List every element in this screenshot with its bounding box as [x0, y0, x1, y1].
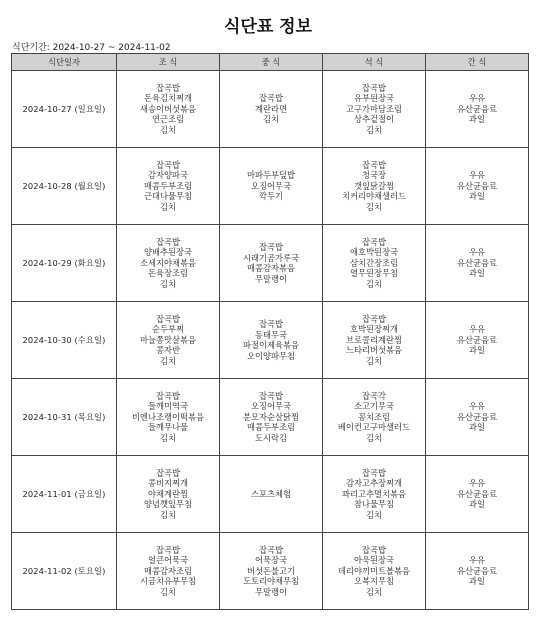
menu-item: 우유 — [468, 247, 486, 258]
menu-item: 무말랭이 — [254, 273, 288, 284]
menu-item: 유산균음료 — [456, 565, 498, 576]
menu-item: 김치 — [262, 114, 280, 125]
dinner-cell — [323, 148, 426, 225]
menu-item: 매콤두부조림 — [143, 180, 193, 191]
menu-item: 잡곡밥 — [258, 544, 284, 555]
menu-item: 돈육김치찌개 — [143, 93, 193, 104]
menu-item: 잡곡밥 — [155, 313, 181, 324]
lunch-cell — [220, 148, 323, 225]
menu-item: 새송이버섯볶음 — [139, 103, 197, 114]
menu-item: 양배추된장국 — [143, 247, 193, 258]
header-dinner: 석 식 — [323, 54, 426, 71]
menu-item: 과일 — [468, 499, 486, 510]
menu-item: 고구가마담조림 — [345, 103, 403, 114]
menu-item: 잡곡밥 — [361, 467, 387, 478]
menu-item: 유부된장국 — [353, 93, 395, 104]
menu-item: 느타리버섯볶음 — [345, 345, 403, 356]
menu-item: 비엔나조랭이떡볶음 — [131, 411, 205, 422]
date-cell: 2024-10-29 (화요일) — [12, 225, 117, 302]
menu-item: 동태무국 — [254, 329, 288, 340]
table-row — [12, 148, 529, 225]
menu-item: 오징어무국 — [250, 401, 292, 412]
menu-item: 김치 — [159, 432, 177, 443]
menu-item: 참나물무침 — [353, 499, 395, 510]
breakfast-cell — [117, 379, 220, 456]
snack-cell — [426, 71, 529, 148]
snack-cell — [426, 533, 529, 610]
menu-item: 김치 — [365, 124, 383, 135]
snack-cell — [426, 456, 529, 533]
menu-item: 오징어무국 — [250, 180, 292, 191]
table-row — [12, 302, 529, 379]
lunch-cell — [220, 71, 323, 148]
menu-item: 잡곡밥 — [155, 390, 181, 401]
table-row — [12, 379, 529, 456]
menu-item: 우유 — [468, 401, 486, 412]
menu-item: 얼큰어묵국 — [147, 555, 189, 566]
menu-item: 콩비지찌개 — [147, 478, 189, 489]
meal-table — [11, 53, 529, 610]
table-row — [12, 533, 529, 610]
menu-item: 과일 — [468, 576, 486, 587]
breakfast-cell — [117, 533, 220, 610]
menu-item: 시래기곰가루국 — [242, 252, 300, 263]
breakfast-cell — [117, 302, 220, 379]
menu-item: 김치 — [159, 201, 177, 212]
date-cell: 2024-10-30 (수요일) — [12, 302, 117, 379]
menu-item: 우유 — [468, 170, 486, 181]
lunch-cell — [220, 379, 323, 456]
menu-item: 도시락김 — [254, 432, 288, 443]
menu-item: 청국장 — [361, 170, 387, 181]
menu-item: 잡곡밥 — [258, 242, 284, 252]
menu-item: 버섯돈불고기 — [246, 565, 296, 576]
date-cell: 2024-10-28 (월요일) — [12, 148, 117, 225]
header-date: 식단일자 — [12, 54, 117, 71]
menu-item: 잡곡밥 — [361, 82, 387, 93]
menu-item: 과일 — [468, 191, 486, 202]
menu-item: 소세지야채볶음 — [139, 257, 197, 268]
snack-cell — [426, 148, 529, 225]
dinner-cell — [323, 225, 426, 302]
menu-item: 마늘쫑맛살볶음 — [139, 334, 197, 345]
menu-item: 아욱된장국 — [353, 555, 395, 566]
menu-item: 갯잎닭갈찜 — [353, 180, 395, 191]
table-header-row — [12, 54, 529, 71]
breakfast-cell — [117, 456, 220, 533]
dinner-cell — [323, 533, 426, 610]
menu-item: 계란라면 — [254, 103, 288, 114]
menu-item: 들깨무나물 — [147, 422, 189, 433]
menu-item: 상추겉절이 — [353, 114, 395, 125]
menu-item: 김치 — [365, 355, 383, 366]
menu-item: 잡곡밥 — [361, 159, 387, 170]
menu-item: 순두부찌 — [151, 324, 185, 335]
menu-item: 잡곡밥 — [155, 236, 181, 247]
menu-item: 우유 — [468, 478, 486, 489]
menu-item: 잡곡밥 — [258, 390, 284, 401]
menu-item: 김치 — [159, 509, 177, 520]
menu-item: 과일 — [468, 345, 486, 356]
breakfast-cell — [117, 71, 220, 148]
menu-item: 콩자반 — [155, 345, 181, 356]
header-breakfast: 조 식 — [117, 54, 220, 71]
date-cell: 2024-10-31 (목요일) — [12, 379, 117, 456]
menu-item: 잡곡밥 — [361, 544, 387, 555]
menu-item: 유산균음료 — [456, 257, 498, 268]
menu-item: 감자고추장찌개 — [345, 478, 403, 489]
menu-item: 감자양파국 — [147, 170, 189, 181]
lunch-cell — [220, 225, 323, 302]
menu-item: 파절이제육볶음 — [242, 340, 300, 350]
lunch-cell — [220, 533, 323, 610]
breakfast-cell — [117, 148, 220, 225]
menu-item: 야채계란찜 — [147, 488, 189, 499]
menu-item: 김치 — [159, 124, 177, 135]
header-snack: 간 식 — [426, 54, 529, 71]
menu-item: 과일 — [468, 114, 486, 125]
table-body — [12, 71, 529, 610]
menu-item: 스포츠체험 — [250, 488, 292, 499]
menu-item: 김치 — [365, 432, 383, 443]
date-cell: 2024-10-27 (일요일) — [12, 71, 117, 148]
table-row — [12, 71, 529, 148]
menu-item: 오이양파무침 — [246, 350, 296, 361]
menu-item: 꽈리고추멸치볶음 — [341, 488, 407, 499]
menu-item: 돈육장조림 — [147, 268, 189, 279]
menu-item: 어묵장국 — [254, 555, 288, 566]
menu-item: 애호박된장국 — [349, 247, 399, 258]
menu-item: 매콤감자볶음 — [246, 263, 296, 273]
menu-item: 과일 — [468, 268, 486, 279]
menu-item: 호박된장찌개 — [349, 324, 399, 335]
menu-item: 과일 — [468, 422, 486, 433]
menu-item: 삼치간장조림 — [349, 257, 399, 268]
snack-cell — [426, 379, 529, 456]
header-lunch: 중 식 — [220, 54, 323, 71]
menu-item: 잡곡밥 — [258, 93, 284, 104]
meal-period: 식단기간: 2024-10-27 ~ 2024-11-02 — [12, 43, 171, 53]
menu-item: 우유 — [468, 324, 486, 335]
menu-item: 도토리야채무침 — [242, 576, 300, 587]
menu-item: 유산균음료 — [456, 334, 498, 345]
date-cell: 2024-11-02 (토요일) — [12, 533, 117, 610]
menu-item: 잡곡밥 — [155, 159, 181, 170]
snack-cell — [426, 302, 529, 379]
menu-item: 김치 — [365, 278, 383, 289]
dinner-cell — [323, 456, 426, 533]
table-row — [12, 225, 529, 302]
menu-item: 매콤감자조림 — [143, 565, 193, 576]
dinner-cell — [323, 379, 426, 456]
table-row — [12, 456, 529, 533]
menu-item: 김치 — [365, 586, 383, 597]
menu-item: 김치 — [159, 355, 177, 366]
menu-item: 분모자순살닭찜 — [242, 411, 300, 422]
menu-item: 오복지무침 — [353, 576, 395, 587]
snack-cell — [426, 225, 529, 302]
menu-item: 근대나물무침 — [143, 191, 193, 202]
menu-item: 시금치유부무침 — [139, 576, 197, 587]
menu-item: 잡곡밥 — [361, 236, 387, 247]
menu-item: 마파두부덮밥 — [246, 170, 296, 181]
menu-item: 우유 — [468, 555, 486, 566]
menu-item: 우유 — [468, 93, 486, 104]
menu-item: 소고기무국 — [353, 401, 395, 412]
menu-item: 유산균음료 — [456, 411, 498, 422]
page-title: 식단표 정보 — [223, 17, 313, 37]
menu-item: 유산균음료 — [456, 488, 498, 499]
breakfast-cell — [117, 225, 220, 302]
menu-item: 들깨미역국 — [147, 401, 189, 412]
menu-item: 김치 — [159, 586, 177, 597]
menu-item: 깍두기 — [258, 191, 284, 202]
menu-item: 잡곡밥 — [155, 544, 181, 555]
menu-item: 연근조림 — [151, 114, 185, 125]
menu-item: 김치 — [365, 201, 383, 212]
date-cell: 2024-11-01 (금요일) — [12, 456, 117, 533]
menu-item: 잡곡밥 — [155, 82, 181, 93]
menu-item: 잡곡각 — [361, 390, 387, 401]
lunch-cell — [220, 302, 323, 379]
menu-item: 무말랭이 — [254, 586, 288, 597]
menu-item: 김치 — [365, 509, 383, 520]
menu-item: 베이컨고구마샐러드 — [337, 422, 411, 433]
menu-item: 김치 — [159, 278, 177, 289]
menu-item: 꽁치조림 — [357, 411, 391, 422]
dinner-cell — [323, 302, 426, 379]
menu-item: 데리야끼미트볼볶음 — [337, 565, 411, 576]
menu-item: 잡곡밥 — [361, 313, 387, 324]
menu-item: 유산균음료 — [456, 103, 498, 114]
menu-item: 잡곡밥 — [155, 467, 181, 478]
lunch-cell — [220, 456, 323, 533]
menu-item: 유산균음료 — [456, 180, 498, 191]
menu-item: 열무된장무침 — [349, 268, 399, 279]
menu-item: 잡곡밥 — [258, 319, 284, 329]
dinner-cell — [323, 71, 426, 148]
menu-item: 매콤두부조림 — [246, 422, 296, 433]
menu-item: 치커리야채샐러드 — [341, 191, 407, 202]
menu-item: 브로콜리계란찜 — [345, 334, 403, 345]
menu-item: 양념깻잎무침 — [143, 499, 193, 510]
